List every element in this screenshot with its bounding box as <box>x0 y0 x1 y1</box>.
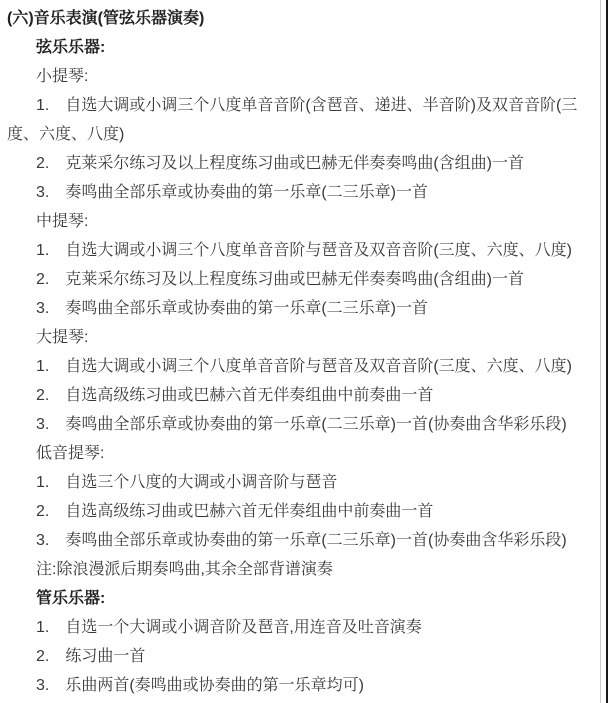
cello-item-2: 2. 自选高级练习曲或巴赫六首无伴奏组曲中前奏曲一首 <box>36 387 434 404</box>
viola-item-2: 2. 克莱采尔练习及以上程度练习曲或巴赫无伴奏奏鸣曲(含组曲)一首 <box>36 271 525 288</box>
viola-item-1: 1. 自选大调或小调三个八度单音音阶与琶音及双音音阶(三度、六度、八度) <box>36 242 573 259</box>
viola-item-3: 3. 奏鸣曲全部乐章或协奏曲的第一乐章(二三乐章)一首 <box>36 300 429 317</box>
viola-label: 中提琴: <box>36 213 89 230</box>
violin-item-3: 3. 奏鸣曲全部乐章或协奏曲的第一乐章(二三乐章)一首 <box>36 184 429 201</box>
cello-item-3: 3. 奏鸣曲全部乐章或协奏曲的第一乐章(二三乐章)一首(协奏曲含华彩乐段) <box>36 416 567 433</box>
winds-item-1: 1. 自选一个大调或小调音阶及琶音,用连音及吐音演奏 <box>36 619 422 636</box>
doc-title: (六)音乐表演(管弦乐器演奏) <box>7 10 205 27</box>
winds-item-2: 2. 练习曲一首 <box>36 648 146 665</box>
double-bass-label: 低音提琴: <box>36 445 105 462</box>
cello-item-1: 1. 自选大调或小调三个八度单音音阶与琶音及双音音阶(三度、六度、八度) <box>36 358 573 375</box>
violin-item-2: 2. 克莱采尔练习及以上程度练习曲或巴赫无伴奏奏鸣曲(含组曲)一首 <box>36 155 525 172</box>
cello-label: 大提琴: <box>36 329 89 346</box>
double-bass-item-3: 3. 奏鸣曲全部乐章或协奏曲的第一乐章(二三乐章)一首(协奏曲含华彩乐段) <box>36 532 567 549</box>
content-right-rule <box>600 0 601 703</box>
strings-note: 注:除浪漫派后期奏鸣曲,其余全部背谱演奏 <box>36 561 333 578</box>
strings-section-heading: 弦乐乐器: <box>36 39 106 56</box>
double-bass-item-1: 1. 自选三个八度的大调或小调音阶与琶音 <box>36 474 338 491</box>
violin-label: 小提琴: <box>36 68 89 85</box>
winds-section-heading: 管乐乐器: <box>36 590 106 607</box>
violin-item-1: 1. 自选大调或小调三个八度单音音阶(含琶音、递进、半音阶)及双音音阶(三度、六度、八度) <box>7 97 578 143</box>
double-bass-item-2: 2. 自选高级练习曲或巴赫六首无伴奏组曲中前奏曲一首 <box>36 503 434 520</box>
winds-item-3: 3. 乐曲两首(奏鸣曲或协奏曲的第一乐章均可) <box>36 677 365 694</box>
